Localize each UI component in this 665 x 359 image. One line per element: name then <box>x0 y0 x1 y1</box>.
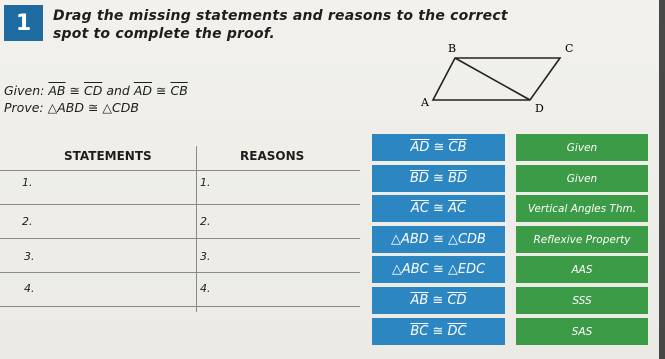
reasons-header: REASONS <box>240 149 305 163</box>
segment-cb: $\overline{CB}$ <box>448 140 467 155</box>
reason-slot-1[interactable]: 1. <box>200 176 211 189</box>
segment-ab: $\overline{AB}$ <box>48 83 66 98</box>
segment-ad: $\overline{AD}$ <box>133 83 153 98</box>
reason-slot-3[interactable]: 3. <box>200 250 211 263</box>
table-row-divider <box>0 238 360 239</box>
statement-slot-3[interactable]: 3. <box>24 250 35 263</box>
given-label: Given: <box>4 83 45 98</box>
table-row-divider <box>0 272 360 273</box>
vertex-label-b: B <box>448 42 457 55</box>
reason-text: SAS <box>571 325 593 338</box>
vertex-label-d: D <box>535 102 544 115</box>
prove-statement: △ABD ≅ △CDB <box>47 100 139 115</box>
reason-tile-given[interactable] <box>516 165 648 192</box>
segment-bd: $\overline{BD}$ <box>409 171 429 186</box>
statement-text: △ABC ≅ △EDC <box>391 262 486 277</box>
congruent-symbol: ≅ <box>433 201 444 216</box>
segment-ad: $\overline{AD}$ <box>410 140 430 155</box>
statement-text: △ABD ≅ △CDB <box>391 232 486 247</box>
reason-slot-2[interactable]: 2. <box>200 215 211 228</box>
statement-slot-4[interactable]: 4. <box>24 282 35 295</box>
segment-bc: $\overline{BC}$ <box>410 324 429 339</box>
prove-label: Prove: <box>4 100 44 115</box>
prove-line <box>4 100 139 115</box>
segment-ac: $\overline{AC}$ <box>448 201 467 216</box>
congruent-symbol: ≅ <box>69 83 80 98</box>
instructions: Drag the missing statements and reasons to the correct spot to complete the proof. <box>53 8 508 42</box>
reason-slot-4[interactable]: 4. <box>200 282 211 295</box>
statement-slot-2[interactable]: 2. <box>22 215 33 228</box>
reason-text: Reflexive Property <box>533 233 631 246</box>
segment-bd: $\overline{BD}$ <box>448 171 468 186</box>
diagonal-bd <box>455 58 530 100</box>
vertex-label-c: C <box>565 42 574 55</box>
statements-header: STATEMENTS <box>64 149 152 163</box>
parallelogram-diagram <box>415 40 590 120</box>
parallelogram-outline <box>433 58 560 100</box>
statement-tile-bc-dc[interactable] <box>372 318 505 345</box>
congruent-symbol: ≅ <box>432 324 444 339</box>
and-word: and <box>106 83 130 98</box>
proof-table-header <box>0 146 360 168</box>
reason-tile-sss[interactable] <box>516 287 648 314</box>
reason-text: SSS <box>572 294 592 307</box>
statement-tile-ad-cb[interactable] <box>372 134 505 161</box>
segment-ab: $\overline{AB}$ <box>410 293 429 308</box>
table-row-divider <box>0 306 360 307</box>
reason-tile-reflexive[interactable] <box>516 226 648 253</box>
statement-tile-bd-bd[interactable] <box>372 165 505 192</box>
congruent-symbol: ≅ <box>432 293 444 308</box>
reason-text: Vertical Angles Thm. <box>527 202 637 215</box>
table-header-divider <box>0 170 360 171</box>
statement-tile-abc-edc[interactable] <box>372 256 505 283</box>
reason-tile-given[interactable] <box>516 134 648 161</box>
question-number-badge: 1 <box>4 5 43 41</box>
reason-tile-sas[interactable] <box>516 318 648 345</box>
reason-text: Given <box>566 141 598 154</box>
congruent-symbol: ≅ <box>433 140 445 155</box>
segment-dc: $\overline{DC}$ <box>447 324 467 339</box>
statement-tile-ab-cd[interactable] <box>372 287 505 314</box>
screen-edge <box>659 0 665 359</box>
statement-tile-abd-cdb[interactable] <box>372 226 505 253</box>
congruent-symbol: ≅ <box>433 171 444 186</box>
segment-cd: $\overline{CD}$ <box>83 83 103 98</box>
reason-tile-aas[interactable] <box>516 256 648 283</box>
reason-text: AAS <box>571 263 593 276</box>
congruent-symbol: ≅ <box>156 83 167 98</box>
given-line <box>4 83 188 98</box>
reason-text: Given <box>566 172 598 185</box>
reason-tile-vertical-angles[interactable] <box>516 195 648 222</box>
statement-slot-1[interactable]: 1. <box>22 176 33 189</box>
table-row-divider <box>0 204 360 205</box>
statement-tile-ac-ac[interactable] <box>372 195 505 222</box>
vertex-label-a: A <box>421 96 429 109</box>
segment-cd: $\overline{CD}$ <box>447 293 467 308</box>
segment-ac: $\overline{AC}$ <box>410 201 429 216</box>
segment-cb: $\overline{CB}$ <box>170 83 188 98</box>
